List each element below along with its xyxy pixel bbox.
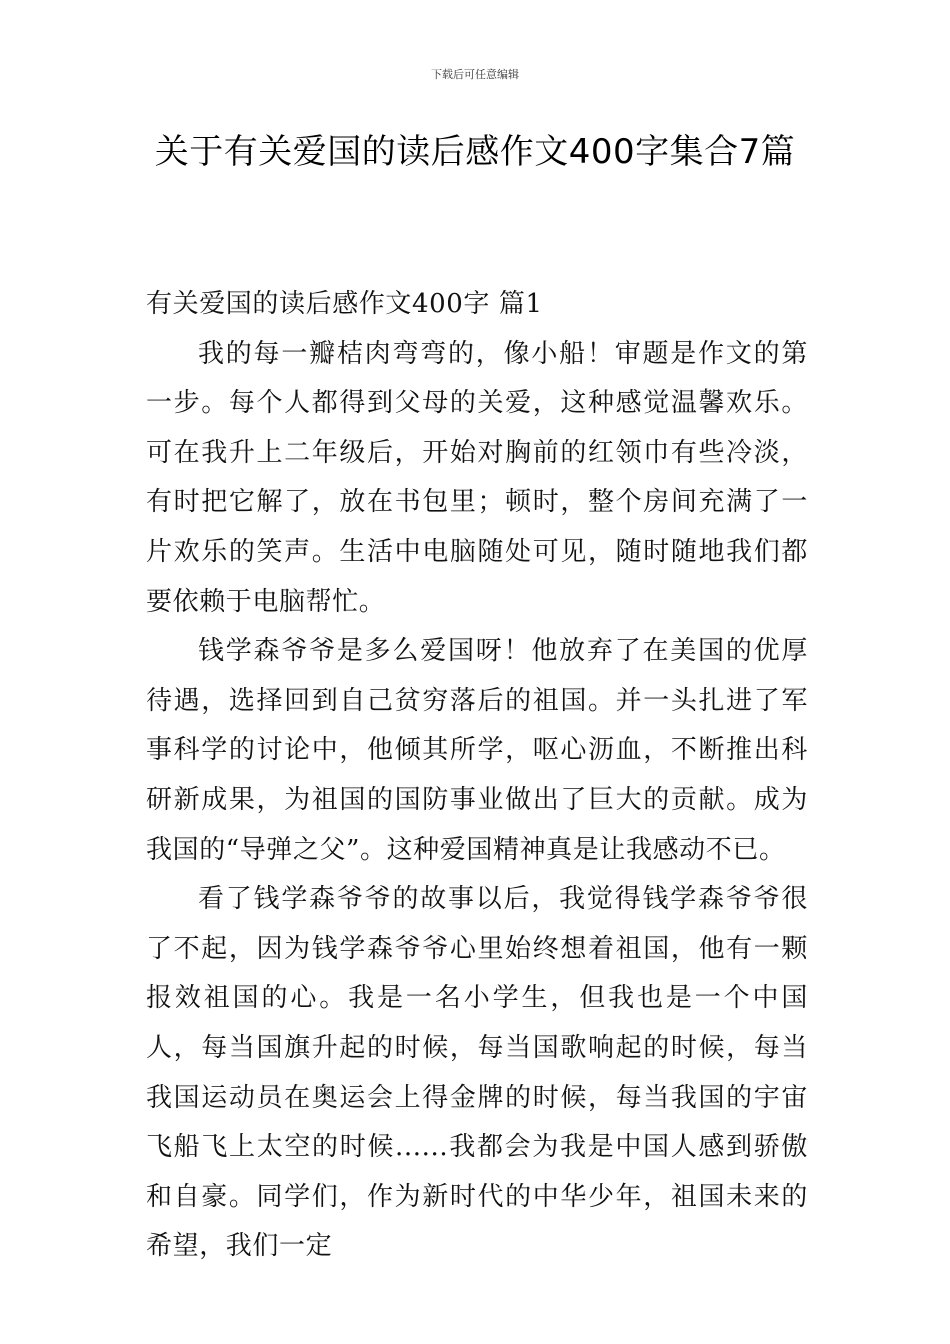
document-body xyxy=(146,280,808,1272)
paragraph-1: 我的每一瓣桔肉弯弯的，像小船！审题是作文的第一步。每个人都得到父母的关爱，这种感觉温馨欢乐。可在我升上二年级后，开始对胸前的红领巾有些冷淡，有时把它解了，放在书包里；顿时，整个房间充满了一片欢乐的笑声。生活中电脑随处可见，随时随地我们都要依赖于电脑帮忙。 xyxy=(146,338,808,617)
paragraph-2: 钱学森爷爷是多么爱国呀！他放弃了在美国的优厚待遇，选择回到自己贫穷落后的祖国。并一头扎进了军事科学的讨论中，他倾其所学，呕心沥血，不断推出科研新成果，为祖国的国防事业做出了巨大的贡献。成为我国的“导弹之父”。这种爱国精神真是让我感动不已。 xyxy=(146,636,808,865)
header-note: 下载后可任意编辑 xyxy=(431,68,519,81)
document-title: 关于有关爱国的读后感作文400字集合7篇 xyxy=(154,132,796,172)
section-heading: 有关爱国的读后感作文400字 篇1 xyxy=(146,289,543,319)
paragraph-3: 看了钱学森爷爷的故事以后，我觉得钱学森爷爷很了不起，因为钱学森爷爷心里始终想着祖国，他有一颗报效祖国的心。我是一名小学生，但我也是一个中国人，每当国旗升起的时候，每当国歌响起的时候，每当我国运动员在奥运会上得金牌的时候，每当我国的宇宙飞船飞上太空的时候......我都会为我是中国人感到骄傲和自豪。同学们，作为新时代的中华少年，祖国未来的希望，我们一定 xyxy=(146,884,808,1262)
